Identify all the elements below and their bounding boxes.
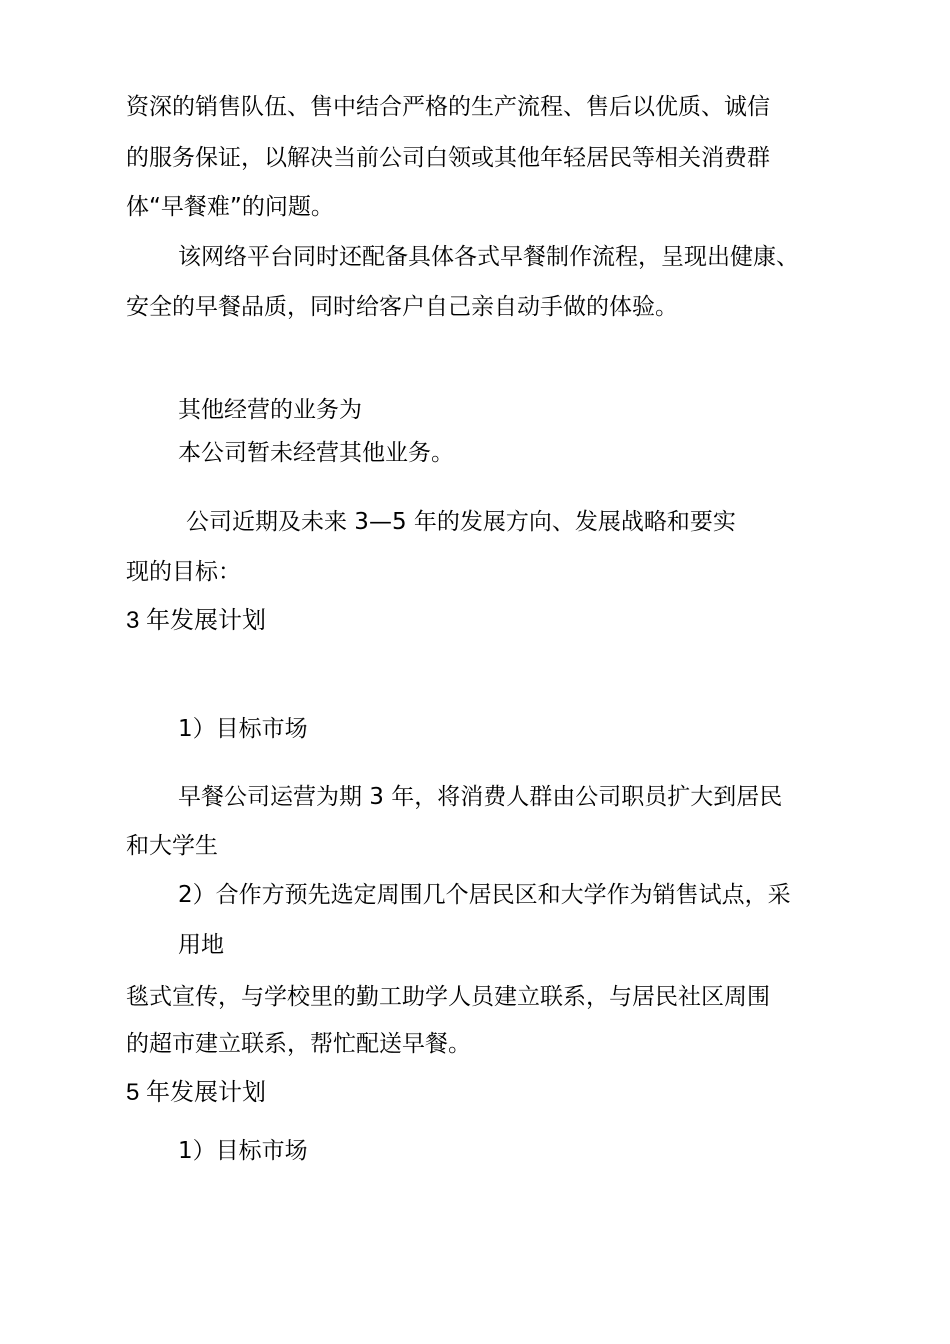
para1-line2: 的服务保证，以解决当前公司白领或其他年轻居民等相关消费群 — [126, 145, 770, 171]
development-intro-line2: 现的目标： — [126, 559, 241, 585]
plan3-item2-line1: 2）合作方预先选定周围几个居民区和大学作为销售试点，采 — [178, 882, 791, 908]
plan3-heading: 3 年发展计划 — [126, 607, 267, 634]
plan3-item1-title: 1）目标市场 — [178, 716, 308, 742]
other-business-text: 本公司暂未经营其他业务。 — [178, 440, 454, 466]
plan5-heading: 5 年发展计划 — [126, 1079, 267, 1106]
para2-line1: 该网络平台同时还配备具体各式早餐制作流程，呈现出健康、 — [178, 244, 799, 270]
other-business-title: 其他经营的业务为 — [178, 397, 362, 423]
plan3-item2-line4: 的超市建立联系，帮忙配送早餐。 — [126, 1031, 471, 1057]
plan3-item1-line1: 早餐公司运营为期 3 年，将消费人群由公司职员扩大到居民 — [178, 784, 783, 810]
para1-line3: 体“早餐难”的问题。 — [126, 194, 334, 220]
development-intro-line1: 公司近期及未来 3—5 年的发展方向、发展战略和要实 — [186, 509, 736, 535]
para2-line2: 安全的早餐品质，同时给客户自己亲自动手做的体验。 — [126, 294, 678, 320]
plan3-item2-line3: 毯式宣传，与学校里的勤工助学人员建立联系，与居民社区周围 — [126, 984, 770, 1010]
para1-line1: 资深的销售队伍、售中结合严格的生产流程、售后以优质、诚信 — [126, 94, 770, 120]
plan3-item1-line2: 和大学生 — [126, 833, 218, 859]
plan3-item2-line2: 用地 — [178, 932, 224, 958]
plan5-item1-title: 1）目标市场 — [178, 1138, 308, 1164]
